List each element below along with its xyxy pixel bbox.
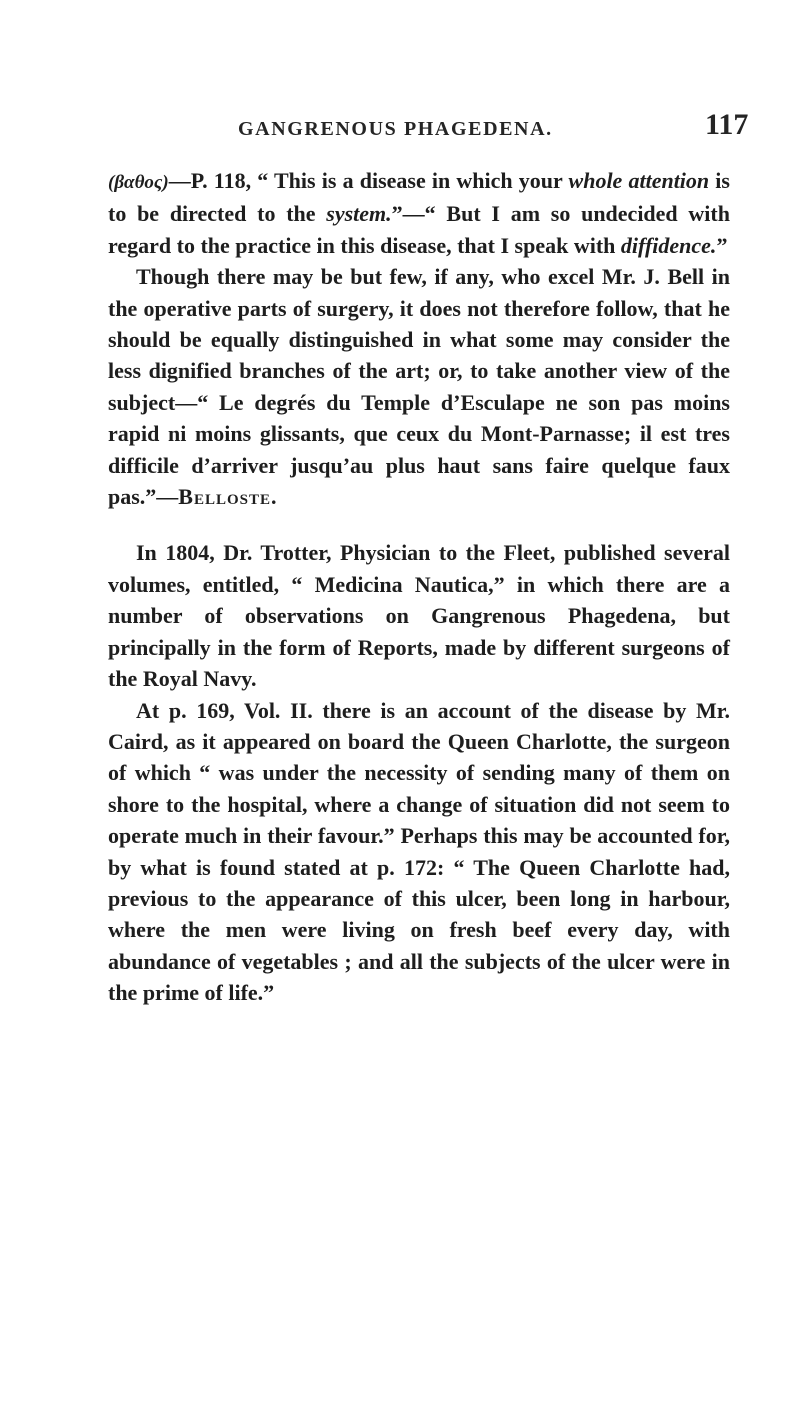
- greek-word: (βαθος): [108, 172, 169, 193]
- paragraph-4: At p. 169, Vol. II. there is an account of the disease by Mr. Caird, as it appeared on board the Queen Charlotte, the surgeon of which “ was under the necessity of sending many of them on shore to the hospital, where a change of situation did not seem to operate much in their favour.” Perhaps this may be accounted for, by what is found stated at p. 172: “ The Queen Charlotte had, previous to the appearance of this ulcer, been long in harbour, where the men were living on fresh beef every day, with abundance of vegetables ; and all the subjects of the ulcer were in the prime of life.”: [108, 697, 730, 1006]
- para1-emphasis-2: system.: [326, 201, 392, 227]
- para1-text-d: ”: [716, 232, 728, 258]
- paragraph-1: [108, 165, 730, 261]
- para1-emphasis-1: whole attention: [568, 168, 710, 193]
- paragraph-3: In 1804, Dr. Trotter, Physician to the Fleet, published several volumes, entitled, “ Medicina Nautica,” in which there are a number of observations on Gangrenous Phagedena, but principally in the form of Reports, made by different surgeons of the Royal Navy.: [108, 540, 730, 692]
- signature-belloste: Belloste.: [178, 484, 278, 510]
- para1-emphasis-3: diffidence.: [620, 232, 717, 258]
- body-text: [108, 165, 730, 1009]
- page-number: 117: [705, 108, 749, 141]
- para1-text-b: is to be directed to the: [108, 168, 730, 227]
- para1-text-a: —P. 118, “ This is a disease in which your: [168, 168, 569, 193]
- para2-text: Though there may be but few, if any, who excel Mr. J. Bell in the operative parts of surgery, it does not therefore follow, that he should be equally distinguished in what some may consider the less dignified branches of the art; or, to take another view of the subject—“ Le degrés du Temple d’Esculape ne son pas moins rapid ni moins glissants, que ceux du Mont-Parnasse; il est tres difficile d’arriver jusqu’au plus haut sans faire quelque faux pas.”—: [108, 264, 730, 510]
- paragraph-2: [108, 261, 730, 512]
- running-head: GANGRENOUS PHAGEDENA.: [238, 118, 553, 140]
- para1-text-c: ”—“ But I am so undecided with regard to the practice in this disease, that I speak with: [108, 201, 730, 258]
- page-header: [0, 108, 800, 148]
